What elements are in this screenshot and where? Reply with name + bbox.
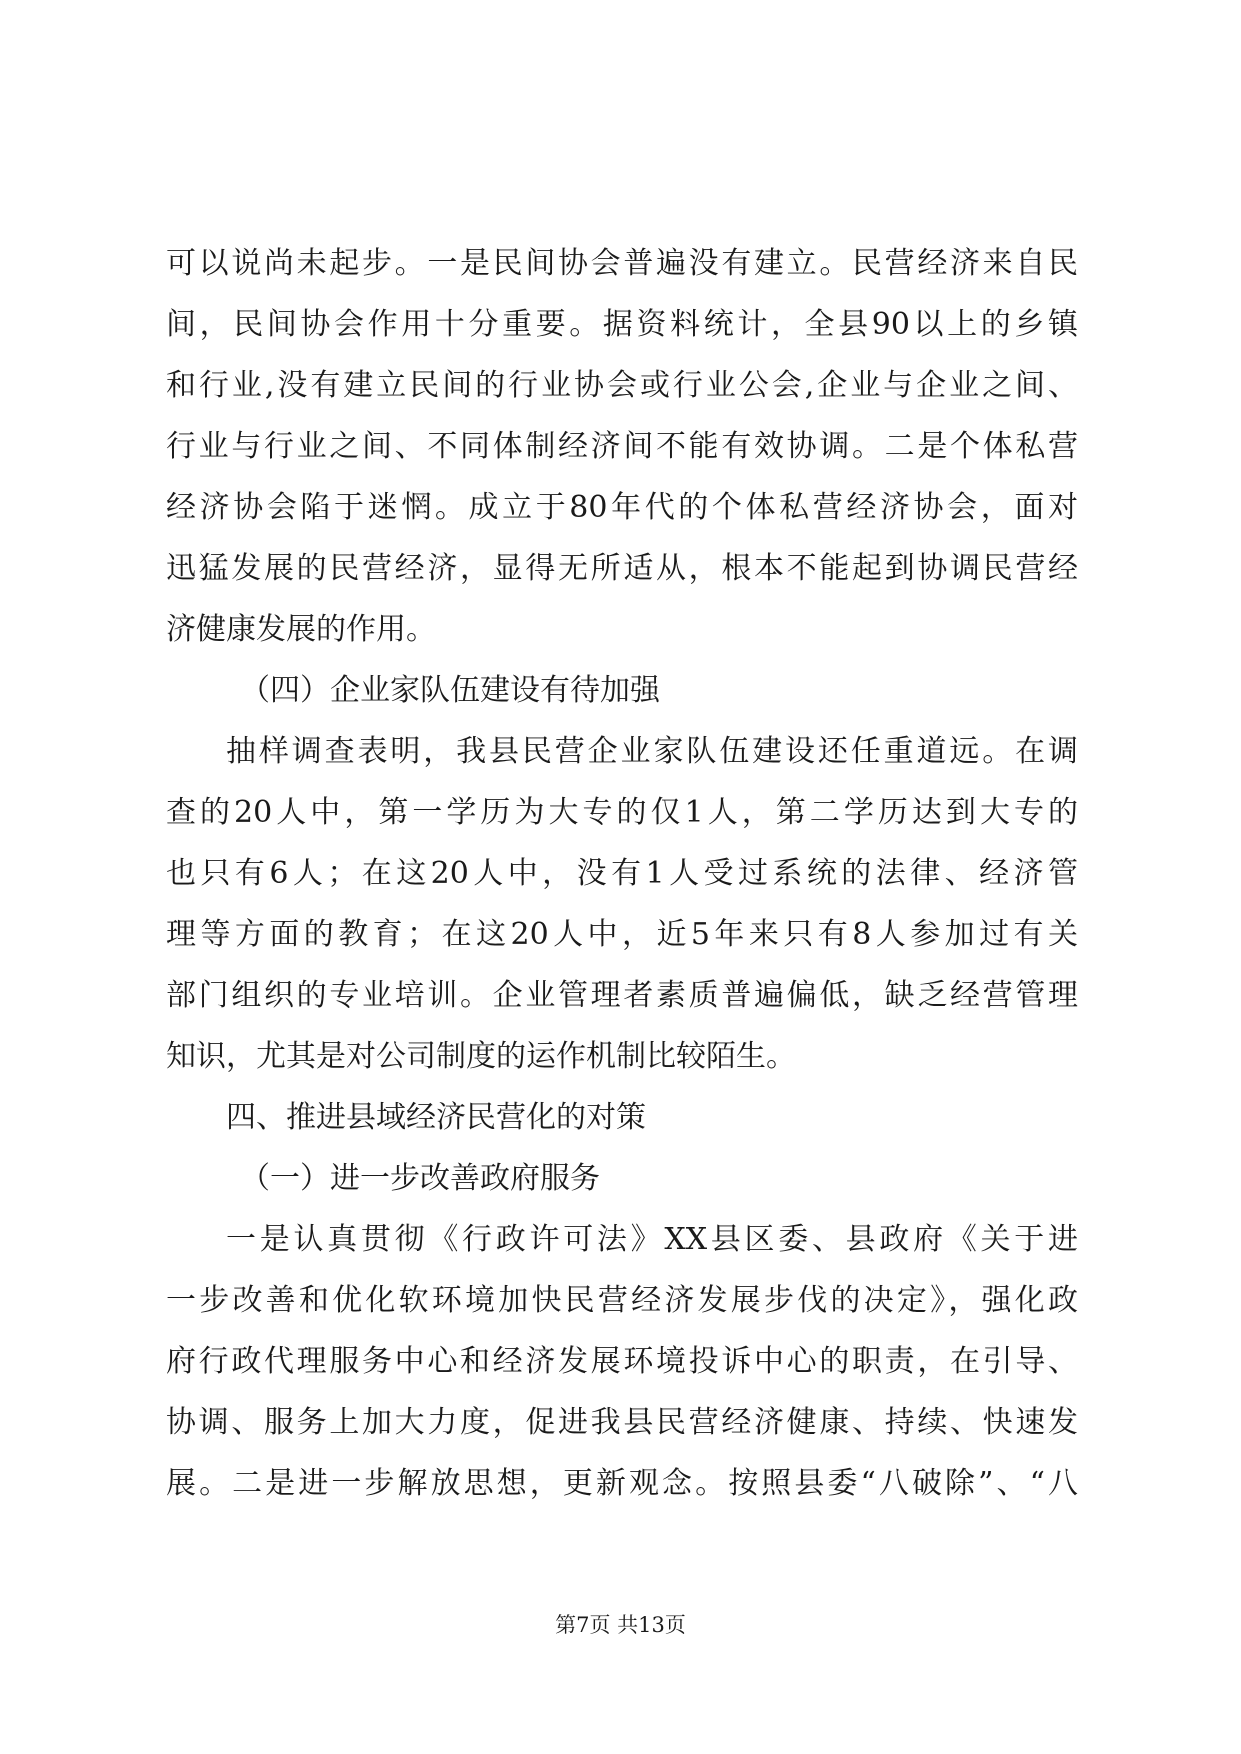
- text-line: 知识，尤其是对公司制度的运作机制比较陌生。: [166, 1039, 796, 1074]
- text-line: 协调、服务上加大力度，促进我县民营经济健康、持续、快速发: [166, 1405, 1078, 1440]
- text-line: 和行业,没有建立民间的行业协会或行业公会,企业与企业之间、: [166, 368, 1078, 403]
- text-line: 查的20人中，第一学历为大专的仅1人，第二学历达到大专的: [166, 795, 1078, 830]
- text-line: 部门组织的专业培训。企业管理者素质普遍偏低，缺乏经营管理: [166, 978, 1078, 1013]
- text-line: 迅猛发展的民营经济，显得无所适从，根本不能起到协调民营经: [166, 551, 1078, 586]
- section-heading: 四、推进县域经济民营化的对策: [226, 1100, 646, 1135]
- text-line: 经济协会陷于迷惘。成立于80年代的个体私营经济协会，面对: [166, 490, 1078, 525]
- text-line: 抽样调查表明，我县民营企业家队伍建设还任重道远。在调: [226, 734, 1078, 769]
- text-line: 济健康发展的作用。: [166, 612, 436, 647]
- text-line: 府行政代理服务中心和经济发展环境投诉中心的职责，在引导、: [166, 1344, 1078, 1379]
- text-line: 一是认真贯彻《行政许可法》XX县区委、县政府《关于进: [226, 1222, 1078, 1257]
- text-line: 理等方面的教育；在这20人中，近5年来只有8人参加过有关: [166, 917, 1078, 952]
- text-line: 展。二是进一步解放思想，更新观念。按照县委“八破除”、“八: [166, 1466, 1078, 1501]
- section-heading: （一）进一步改善政府服务: [240, 1161, 600, 1196]
- section-heading: （四）企业家队伍建设有待加强: [240, 673, 660, 708]
- text-line: 一步改善和优化软环境加快民营经济发展步伐的决定》，强化政: [166, 1283, 1078, 1318]
- text-line: 也只有6人；在这20人中，没有1人受过系统的法律、经济管: [166, 856, 1078, 891]
- page-footer: [0, 1610, 1241, 1640]
- page-number-label: 第7页 共13页: [555, 1613, 686, 1637]
- document-body: [166, 233, 1078, 1514]
- text-line: 间，民间协会作用十分重要。据资料统计，全县90以上的乡镇: [166, 307, 1078, 342]
- text-line: 行业与行业之间、不同体制经济间不能有效协调。二是个体私营: [166, 429, 1078, 464]
- text-line: 可以说尚未起步。一是民间协会普遍没有建立。民营经济来自民: [166, 246, 1078, 281]
